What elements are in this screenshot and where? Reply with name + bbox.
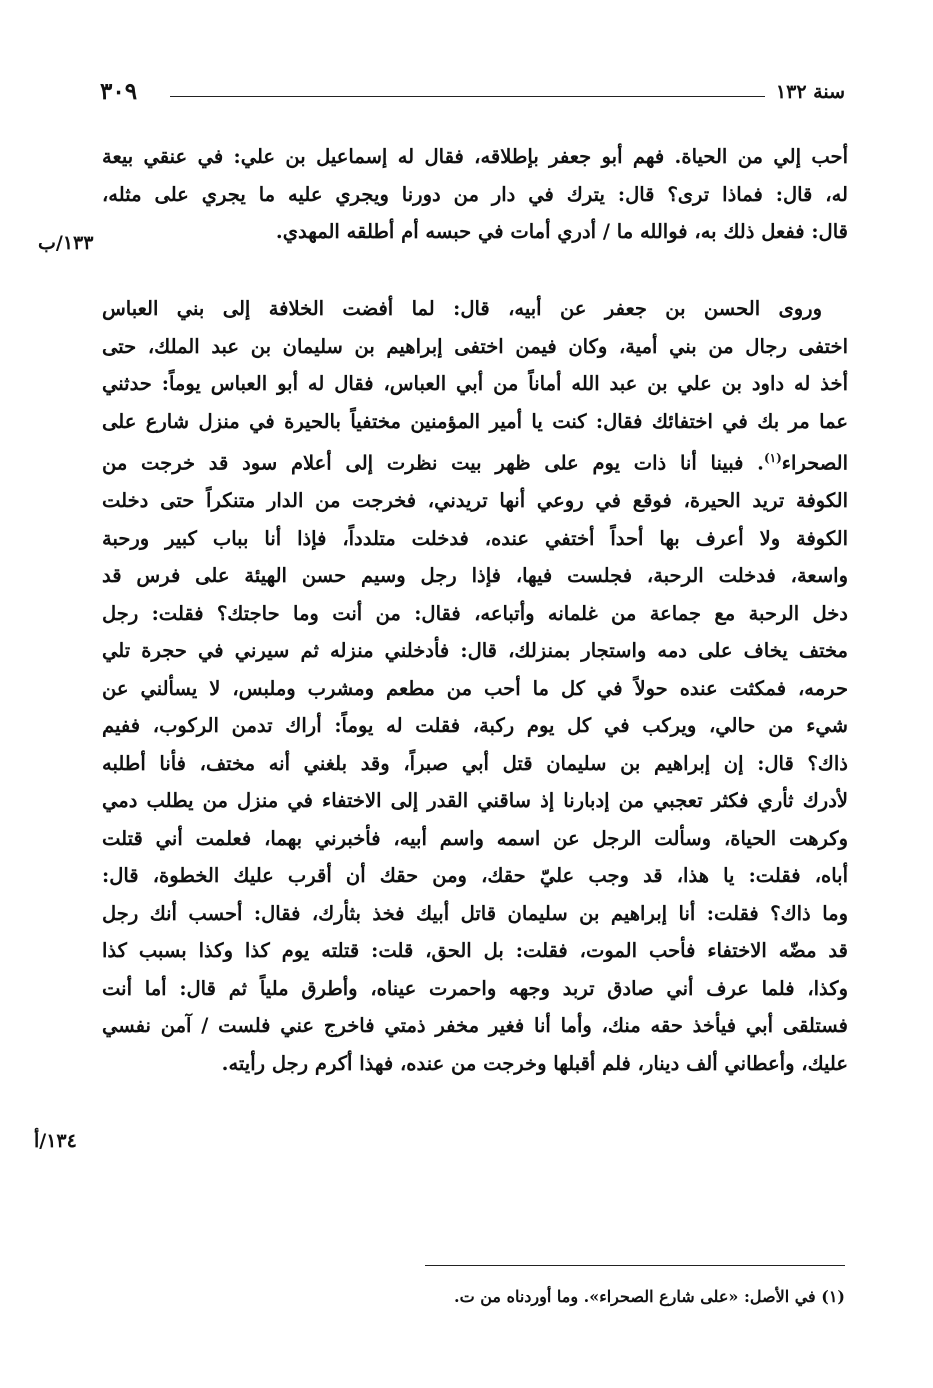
text-line: وما ذاك؟ فقلت: أنا إبراهيم بن سليمان قاتل أبيك فخذ بثأرك، فقال: أحسب أنك رجل	[102, 901, 848, 925]
footnote-marker: (١)	[763, 451, 782, 465]
text-line: أخذ له داود بن علي بن عبد الله أماناً من أبي العباس، فقال له أبو العباس يوماً: حدثني	[102, 372, 848, 395]
text-line	[102, 440, 848, 482]
margin-folio-note: ١٣٤/أ	[34, 1130, 77, 1152]
footnote-rule	[425, 1265, 845, 1266]
text-line: أحب إلي من الحياة. فهم أبو جعفر بإطلاقه، فقال له إسماعيل بن علي: في عنقي بيعة	[102, 145, 848, 168]
text-line: عما مر بك في اختفائك فقال: كنت يا أمير المؤمنين مختفياً بالحيرة في منزل شارع على	[102, 409, 848, 433]
text-line: دخل الرحبة مع جماعة من غلمانه وأتباعه، فقال: من أنت وما حاجتك؟ فقلت: رجل	[102, 601, 848, 625]
text-line: قد مضّه الاختفاء فأحب الموت، فقلت: بل الحق، قلت: قتلته يوم كذا وكذا بسبب كذا	[102, 939, 848, 962]
page-header	[100, 76, 845, 112]
paragraph-1	[102, 138, 848, 251]
text-line: لأدرك ثأري فكثر تعجبي من إدبارنا إذ ساقني القدر إلى الاختفاء في منزل من يطلب دمي	[102, 789, 848, 812]
text-line: حرمه، فمكثت عنده حولاً في كل ما أحب من مطعم ومشرب وملبس، لا يسألني عن	[102, 676, 848, 700]
text-line: وكذا، فلما عرف أني صادق تربد وجهه واحمرت عيناه، وأطرق ملياً ثم قال: أما أنت	[102, 976, 848, 1000]
paragraph-2	[102, 290, 848, 1082]
text-line: وكرهت الحياة، وسألت الرجل عن اسمه واسم أبيه، فأخبرني بهما، فعلمت أني قتلت	[102, 826, 848, 850]
text-line: الكوفة تريد الحيرة، فوقع في روعي أنها تريدني، فخرجت من الدار متنكراً حتى دخلت	[102, 489, 848, 512]
page-number: ٣٠٩	[100, 78, 138, 105]
text-line: واسعة، فدخلت الرحبة، فجلست فيها، فإذا رجل وسيم حسن الهيئة على فرس قد	[102, 564, 848, 587]
text-line: اختفى رجال من بني أمية، وكان فيمن اختفى إبراهيم بن سليمان بن عبد الملك، حتى	[102, 334, 848, 358]
text-line: قال: ففعل ذلك به، فوالله ما / أدري أمات في حبسه أم أطلقه المهدي.	[275, 220, 848, 243]
text-line: له، قال: فماذا ترى؟ قال: يترك في دار من دورنا ويجري عليه ما يجري على مثله،	[102, 182, 848, 206]
text-line: فستلقى أبي فيأخذ حقه منك، وأما أنا فغير مخفر ذمتي فاخرج عني فلست / آمن نفسي	[102, 1014, 848, 1037]
text-line: أباه، فقلت: يا هذا، قد وجب عليّ حقك، ومن حقك أن أقرب عليك الخطوة، قال:	[102, 864, 848, 887]
text-line: وروى الحسن بن جعفر عن أبيه، قال: لما أفضت الخلافة إلى بني العباس	[102, 297, 822, 320]
text-line: شيء من حالي، ويركب في كل يوم ركبة، فقلت له يوماً: أراك تدمن الركوب، ففيم	[102, 714, 848, 737]
margin-folio-note: ١٣٣/ب	[38, 232, 94, 254]
text-line: مختف يخاف على دمه واستجار بمنزلك، قال: فأدخلني منزله ثم سيرني في حجرة تلي	[102, 639, 848, 662]
text-fragment: . فبينا أنا ذات يوم على ظهر بيت نظرت إلى أعلام سود قد خرجت من	[102, 451, 764, 475]
text-line: عليك، وأعطاني ألف دينار، فلم أقبلها وخرجت من عنده، فهذا أكرم رجل رأيته.	[221, 1051, 848, 1075]
text-line: الكوفة ولا أعرف بها أحداً أختفي عنده، فدخلت متلدداً، فإذا أنا بباب كبير ورحبة	[102, 526, 848, 550]
footnote: (١) في الأصل: «على شارع الصحراء». وما أوردناه من ت.	[454, 1287, 845, 1306]
text-fragment: الصحراء	[781, 451, 848, 475]
text-line: ذاك؟ قال: إن إبراهيم بن سليمان قتل أبي صبراً، وقد بلغني أنه مختف، فأنا أطلبه	[102, 751, 848, 775]
running-head: سنة ١٣٢	[775, 81, 845, 103]
header-rule	[170, 96, 765, 97]
